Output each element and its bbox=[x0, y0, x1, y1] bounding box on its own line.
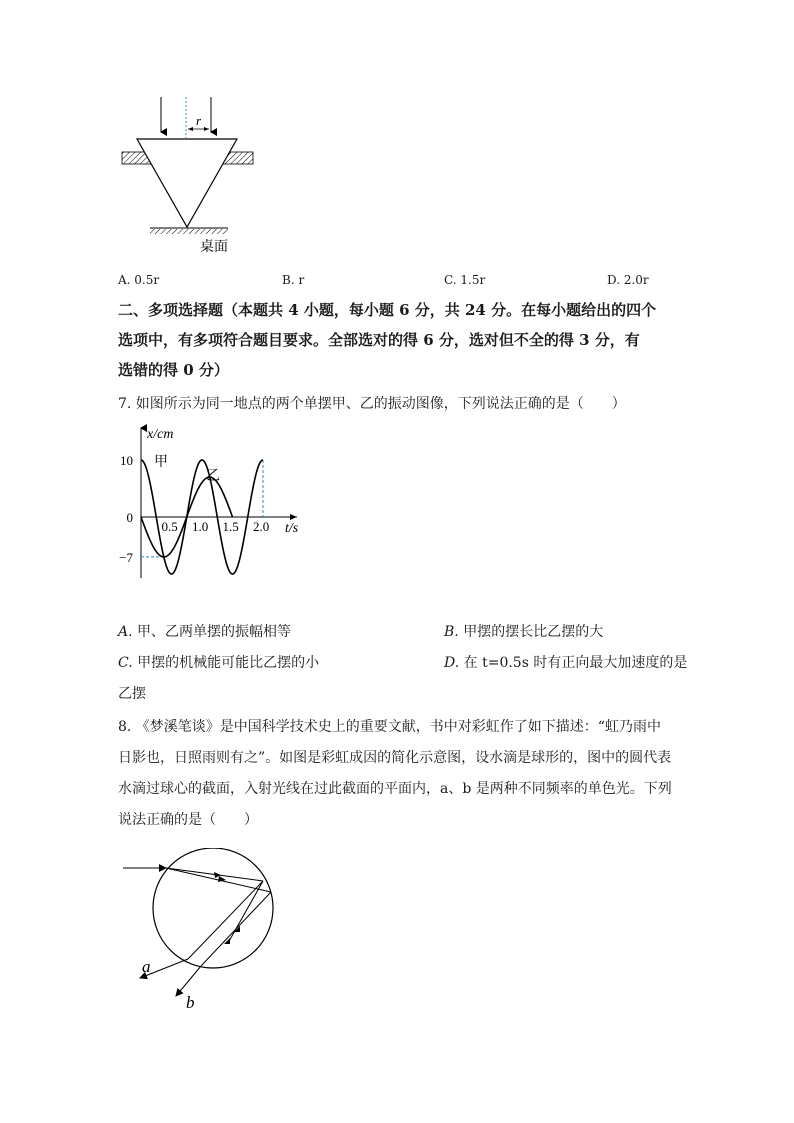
q7-stem: 7. 如图所示为同一地点的两个单摆甲、乙的振动图像，下列说法正确的是（ ） bbox=[118, 396, 626, 412]
section2-line2: 选项中，有多项符合题目要求。全部选对的得 6 分，选对但不全的得 3 分，有 bbox=[118, 331, 640, 349]
q8-line3: 水滴过球心的截面，入射光线在过此截面的平面内，a、b 是两种不同频率的单色光。下列 bbox=[118, 781, 672, 797]
y-axis-label: x/cm bbox=[147, 427, 174, 442]
section2-line1: 二、多项选择题（本题共 4 小题，每小题 6 分，共 24 分。在每小题给出的四个 bbox=[118, 301, 657, 319]
section2-line3: 选错的得 0 分） bbox=[118, 361, 229, 379]
q8-line2: 日影也，日照雨则有之”。如图是彩虹成因的简化示意图，设水滴是球形的，图中的圆代表 bbox=[118, 750, 672, 766]
rainbow-droplet-figure bbox=[118, 848, 288, 1018]
label-a: a bbox=[142, 957, 151, 976]
emergent-ray-b bbox=[176, 966, 201, 996]
q6-option-a: A. 0.5r bbox=[118, 273, 160, 287]
q7-option-b: B. 甲摆的摆长比乙摆的大 bbox=[444, 624, 604, 640]
prism-triangle bbox=[137, 139, 237, 227]
q6-option-c: C. 1.5r bbox=[444, 273, 486, 287]
q7-option-d: D. 在 t=0.5s 时有正向最大加速度的是 bbox=[444, 655, 688, 671]
x-axis-label: t/s bbox=[285, 521, 299, 536]
x-tick-label: 0.5 bbox=[161, 519, 178, 534]
q8-line4: 说法正确的是（ ） bbox=[118, 812, 258, 828]
q6-option-d: D. 2.0r bbox=[607, 273, 649, 287]
y-tick-label: 0 bbox=[126, 510, 133, 525]
desk-label: 桌面 bbox=[200, 240, 228, 255]
x-tick-label: 1.5 bbox=[222, 519, 239, 534]
reflected-ray-a bbox=[188, 881, 263, 959]
q8-line1: 8. 《梦溪笔谈》是中国科学技术史上的重要文献，书中对彩虹作了如下描述：“虹乃雨中 bbox=[118, 719, 661, 735]
r-label: r bbox=[196, 113, 202, 128]
series-jia-label: 甲 bbox=[154, 455, 168, 470]
q6-option-b: B. r bbox=[282, 273, 305, 287]
water-droplet-circle bbox=[153, 848, 273, 968]
y-tick-label: 10 bbox=[120, 453, 133, 468]
prism-figure bbox=[110, 92, 260, 257]
label-b: b bbox=[186, 993, 195, 1012]
oscillation-chart bbox=[110, 420, 320, 585]
q7-option-a: A. 甲、乙两单摆的振幅相等 bbox=[118, 624, 292, 640]
series-yi-label: 乙 bbox=[206, 469, 220, 484]
x-tick-label: 1.0 bbox=[192, 519, 209, 534]
x-tick-label: 2.0 bbox=[253, 519, 270, 534]
y-tick-label: −7 bbox=[119, 549, 133, 565]
q7-option-d-continued: 乙摆 bbox=[118, 686, 146, 702]
q7-option-c: C. 甲摆的机械能可能比乙摆的小 bbox=[118, 655, 320, 671]
